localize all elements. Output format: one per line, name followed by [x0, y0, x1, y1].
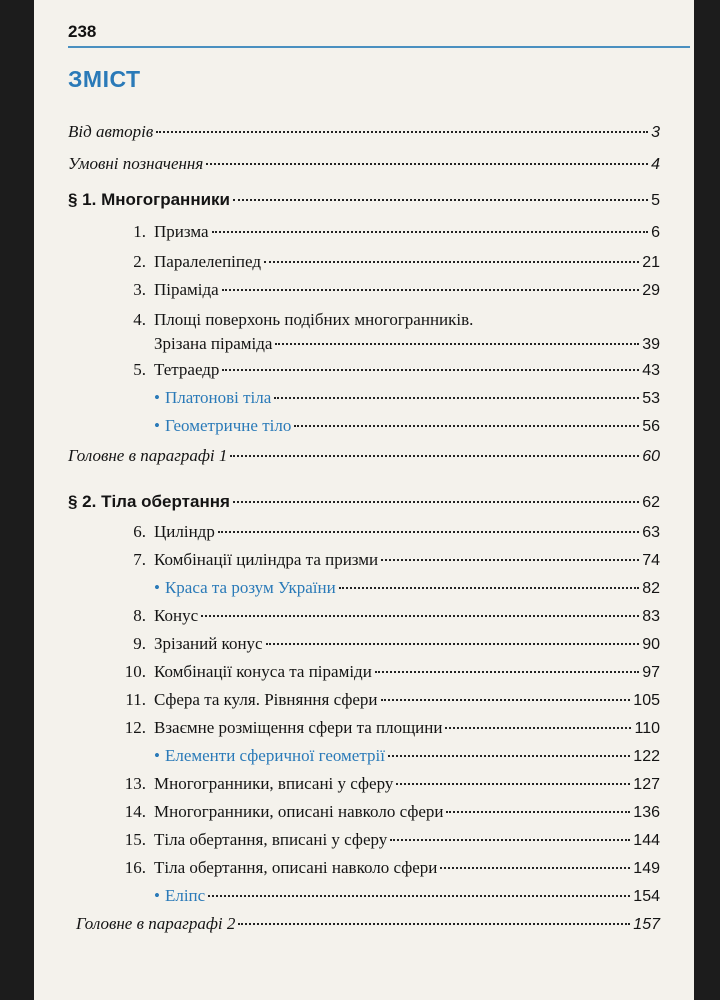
- toc-section-2[interactable]: § 2. Тіла обертання 62: [68, 492, 660, 511]
- toc-entry[interactable]: 16. Тіла обертання, описані навколо сфери 149: [124, 858, 660, 877]
- toc-entry-extra[interactable]: • Елементи сферичної геометрії 122: [154, 746, 660, 765]
- toc-entry[interactable]: 6. Циліндр 63: [133, 522, 660, 541]
- toc-entry-extra[interactable]: • Платонові тіла 53: [154, 388, 660, 407]
- toc-entry[interactable]: 12. Взаємне розміщення сфери та площини 110: [124, 718, 660, 737]
- book-page: [34, 0, 694, 1000]
- toc-entry[interactable]: 10. Комбінації конуса та піраміди 97: [124, 662, 660, 681]
- toc-entry[interactable]: Зрізана піраміда 39: [154, 334, 660, 353]
- toc-entry-extra[interactable]: • Еліпс 154: [154, 886, 660, 905]
- toc-entry[interactable]: 2. Паралелепіпед 21: [133, 252, 660, 271]
- contents-title: ЗМІСТ: [68, 66, 141, 92]
- bullet-icon: •: [154, 746, 160, 765]
- toc-entry[interactable]: 13. Многогранники, вписані у сферу 127: [124, 774, 660, 793]
- toc-entry[interactable]: 3. Піраміда 29: [133, 280, 660, 299]
- bullet-icon: •: [154, 416, 160, 435]
- toc-entry-summary-1[interactable]: Головне в параграфі 1 60: [68, 446, 660, 465]
- toc-entry[interactable]: 15. Тіла обертання, вписані у сферу 144: [124, 830, 660, 849]
- page-number: 238: [68, 22, 97, 41]
- table-of-contents: [34, 0, 694, 1000]
- toc-entry-from-authors[interactable]: Від авторів 3: [68, 122, 660, 141]
- bullet-icon: •: [154, 886, 160, 905]
- toc-entry-notation[interactable]: Умовні позначення 4: [68, 154, 660, 173]
- bullet-icon: •: [154, 388, 160, 407]
- toc-entry-extra[interactable]: • Краса та розум України 82: [154, 578, 660, 597]
- bullet-icon: •: [154, 578, 160, 597]
- toc-entry[interactable]: 14. Многогранники, описані навколо сфери 136: [124, 802, 660, 821]
- toc-entry[interactable]: 11. Сфера та куля. Рівняння сфери 105: [125, 690, 660, 709]
- toc-entry-extra[interactable]: • Геометричне тіло 56: [154, 416, 660, 435]
- toc-entry[interactable]: 7. Комбінації циліндра та призми 74: [133, 550, 660, 569]
- toc-entry[interactable]: 9. Зрізаний конус 90: [133, 634, 660, 653]
- toc-entry-line1[interactable]: 4. Площі поверхонь подібних многогранників.: [133, 310, 474, 329]
- toc-entry[interactable]: 8. Конус 83: [133, 606, 660, 625]
- toc-entry-summary-2[interactable]: Головне в параграфі 2 157: [76, 914, 660, 933]
- toc-section-1[interactable]: § 1. Многогранники 5: [68, 190, 660, 209]
- toc-entry[interactable]: 1. Призма 6: [133, 222, 660, 241]
- toc-entry[interactable]: 5. Тетраедр 43: [133, 360, 660, 379]
